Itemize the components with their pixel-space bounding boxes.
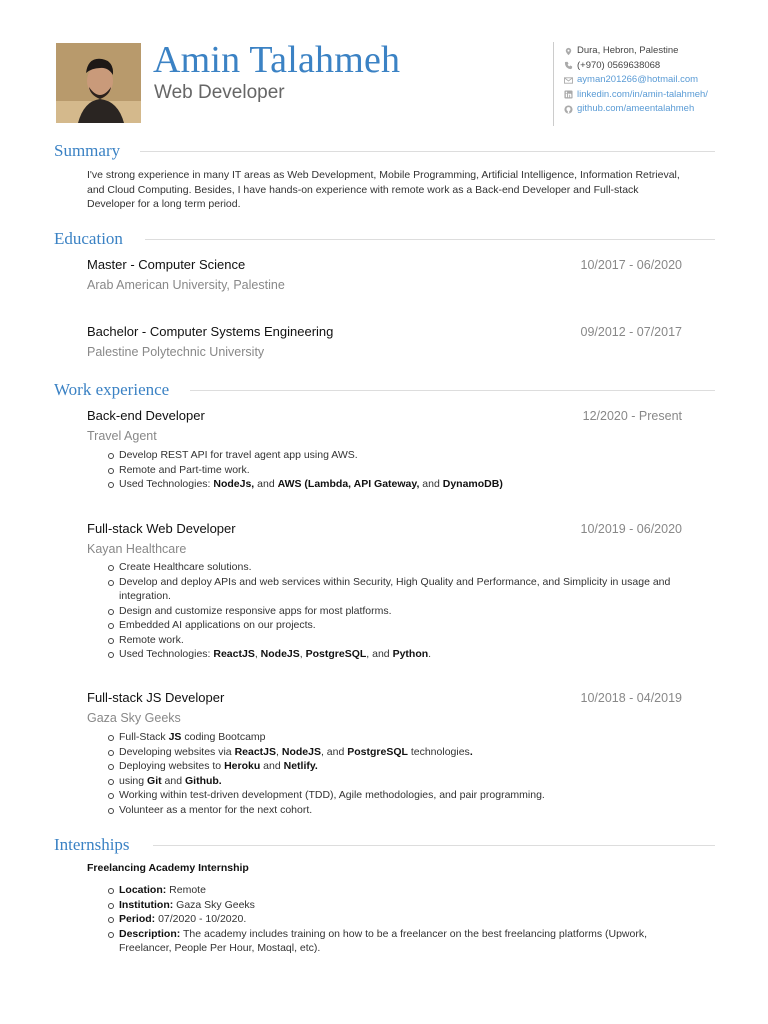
bold-text: DynamoDB) (442, 478, 503, 490)
education-degree: Master - Computer Science (87, 257, 246, 272)
job-date: 12/2020 - Present (582, 409, 682, 423)
bullet-item: Used Technologies: ReactJS, NodeJS, PostgreSQL, and Python. (105, 647, 680, 662)
job-company: Gaza Sky Geeks (87, 711, 181, 725)
education-school: Arab American University, Palestine (87, 278, 285, 292)
education-date: 10/2017 - 06/2020 (580, 258, 682, 272)
summary-heading: Summary (54, 141, 121, 160)
job-bullets (105, 448, 695, 492)
contact-linkedin[interactable] (564, 88, 708, 103)
contact-email[interactable] (564, 73, 708, 88)
internship-title: Freelancing Academy Internship (87, 862, 249, 874)
candidate-name: Amin Talahmeh (153, 39, 401, 81)
contact-phone (564, 59, 708, 74)
bullet-item: Full-Stack JS coding Bootcamp (105, 730, 695, 745)
bullet-item: Create Healthcare solutions. (105, 560, 680, 575)
education-heading: Education (54, 229, 123, 248)
location-pin-icon (564, 47, 573, 56)
bullet-item: Deploying websites to Heroku and Netlify. (105, 759, 695, 774)
email-link[interactable]: ayman201266@hotmail.com (577, 74, 699, 85)
bold-text: ReactJS (234, 745, 277, 758)
phone-text: (+970) 0569638068 (577, 59, 661, 71)
bullet-item: Remote work. (105, 633, 680, 648)
bold-text: Git (147, 774, 162, 787)
contact-github[interactable] (564, 102, 708, 117)
internships-divider (153, 845, 715, 846)
education-divider (145, 239, 715, 240)
bullet-item: Used Technologies: NodeJs, and AWS (Lambda, API Gateway, and DynamoDB) (105, 477, 695, 492)
bold-text: . (469, 745, 473, 758)
contact-block (564, 44, 708, 117)
bold-text: ReactJS (213, 648, 255, 660)
job-role: Full-stack JS Developer (87, 690, 225, 705)
envelope-icon (564, 76, 573, 85)
bold-text: NodeJS (260, 648, 300, 660)
bullet-item: Location: Remote (105, 883, 685, 898)
bold-text: NodeJS (281, 745, 321, 758)
bullet-item: Description: The academy includes training on how to be a freelancer on the best freelancing platforms (Upwork, Freelancer, People Per Hour, Mostaql, etc). (105, 927, 685, 956)
bullet-item: Develop REST API for travel agent app using AWS. (105, 448, 695, 463)
github-link[interactable]: github.com/ameentalahmeh (577, 103, 695, 114)
bullet-item: Period: 07/2020 - 10/2020. (105, 912, 685, 927)
bullet-item: Developing websites via ReactJS, NodeJS, and PostgreSQL technologies. (105, 745, 695, 760)
github-icon (564, 105, 573, 114)
bullet-item: Volunteer as a mentor for the next cohort. (105, 803, 695, 818)
bold-text: Netlify. (283, 760, 318, 772)
internship-bullets (105, 883, 685, 956)
internships-heading: Internships (54, 835, 130, 854)
bold-text: Github. (184, 774, 222, 787)
location-text: Dura, Hebron, Palestine (577, 45, 679, 56)
candidate-title: Web Developer (154, 82, 285, 103)
bold-text: Period: (119, 913, 156, 925)
education-degree: Bachelor - Computer Systems Engineering (87, 324, 334, 339)
job-role: Back-end Developer (87, 408, 205, 423)
bold-text: AWS (Lambda, API Gateway, (277, 478, 420, 490)
bold-text: Location: (119, 884, 167, 896)
bullet-item: Institution: Gaza Sky Geeks (105, 898, 685, 913)
linkedin-icon (564, 90, 573, 99)
profile-photo (56, 43, 141, 123)
job-date: 10/2018 - 04/2019 (580, 691, 682, 705)
bold-text: NodeJs, (213, 478, 255, 490)
summary-text: I've strong experience in many IT areas as Web Development, Mobile Programming, Artificial Intelligence, Information Retrieval, and Cloud Computing. Besides, I have hands-on experience with remote work as a Back-end Developer and Full-stack Developer for a long term period. (87, 169, 680, 210)
bold-text: JS (168, 731, 182, 743)
summary-divider (140, 151, 715, 152)
job-date: 10/2019 - 06/2020 (580, 522, 682, 536)
phone-icon (564, 61, 573, 70)
bullet-item: Develop and deploy APIs and web services within Security, High Quality and Performance, and Simplicity in usage and integration. (105, 575, 680, 604)
bullet-item: Embedded AI applications on our projects. (105, 618, 680, 633)
work-heading: Work experience (54, 380, 170, 399)
bold-text: Heroku (224, 760, 261, 772)
work-divider (190, 390, 715, 391)
bullet-item: using Git and Github. (105, 774, 695, 789)
job-company: Kayan Healthcare (87, 542, 187, 556)
job-bullets (105, 730, 695, 817)
job-company: Travel Agent (87, 429, 157, 443)
job-bullets (105, 560, 680, 662)
bold-text: PostgreSQL (347, 745, 408, 758)
bullet-item: Design and customize responsive apps for most platforms. (105, 604, 680, 619)
contact-location (564, 44, 708, 59)
job-role: Full-stack Web Developer (87, 521, 236, 536)
bold-text: Python (392, 648, 429, 660)
bold-text: Institution: (119, 898, 174, 911)
education-school: Palestine Polytechnic University (87, 345, 265, 359)
bold-text: PostgreSQL (305, 648, 367, 660)
linkedin-link[interactable]: linkedin.com/in/amin-talahmeh/ (577, 88, 708, 100)
bold-text: Description: (119, 927, 181, 940)
education-date: 09/2012 - 07/2017 (580, 325, 682, 339)
bullet-item: Remote and Part-time work. (105, 463, 695, 478)
bullet-item: Working within test-driven development (TDD), Agile methodologies, and pair programming. (105, 788, 695, 803)
header-divider (553, 42, 554, 126)
